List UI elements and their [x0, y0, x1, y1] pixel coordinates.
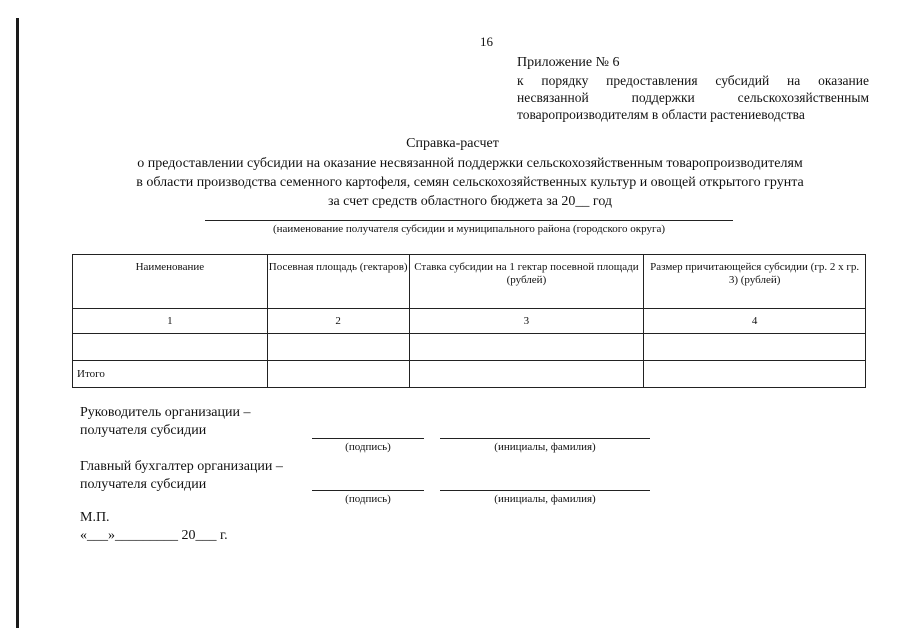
table-header-row	[73, 255, 866, 309]
table-cell	[267, 361, 409, 388]
table-cell	[73, 334, 268, 361]
recipient-name-line	[205, 220, 733, 221]
appendix-block	[517, 54, 869, 123]
accountant-signature-line	[312, 490, 424, 491]
column-number: 1	[73, 309, 268, 334]
table-cell	[409, 334, 644, 361]
table-column-numbers-row	[73, 309, 866, 334]
header-sown-area: Посевная площадь (гектаров)	[267, 255, 409, 309]
accountant-name-caption: (инициалы, фамилия)	[494, 493, 596, 505]
signature-label-line: Руководитель организации –	[80, 405, 251, 420]
subtitle-line: за счет средств областного бюджета за 20__ год	[327, 194, 613, 209]
subtitle-line: о предоставлении субсидии на оказание несвязанной поддержки сельскохозяйственным товаропроизводителям	[137, 156, 803, 171]
total-label: Итого	[73, 361, 268, 388]
table-cell	[644, 334, 866, 361]
table-cell	[644, 361, 866, 388]
column-number: 4	[644, 309, 866, 334]
header-name: Наименование	[73, 255, 268, 309]
header-rate: Ставка субсидии на 1 гектар посевной площади (рублей)	[409, 255, 644, 309]
page-number: 16	[480, 34, 493, 49]
accountant-name-line	[440, 490, 650, 491]
signature-label-line: получателя субсидии	[80, 423, 207, 438]
head-signature-line	[312, 438, 424, 439]
head-name-line	[440, 438, 650, 439]
date-line: «___»_________ 20___ г.	[80, 528, 228, 543]
document-subtitle	[100, 154, 840, 211]
table-row	[73, 334, 866, 361]
subtitle-line: в области производства семенного картофеля, семян сельскохозяйственных культур и овощей открытого грунта	[136, 175, 804, 190]
header-subsidy-amount: Размер причитающейся субсидии (гр. 2 х гр. 3) (рублей)	[644, 255, 866, 309]
left-margin-rule	[16, 18, 19, 628]
document-title: Справка-расчет	[406, 136, 499, 151]
appendix-body: к порядку предоставления субсидий на оказание несвязанной поддержки сельскохозяйственным товаропроизводителям в области растениеводства	[517, 73, 869, 122]
head-signature-label	[80, 404, 250, 440]
recipient-caption: (наименование получателя субсидии и муниципального района (городского округа)	[272, 223, 666, 235]
column-number: 2	[267, 309, 409, 334]
accountant-signature-label	[80, 458, 283, 494]
head-signature-caption: (подпись)	[345, 441, 391, 453]
accountant-signature-caption: (подпись)	[345, 493, 391, 505]
table-cell	[267, 334, 409, 361]
appendix-title: Приложение № 6	[517, 55, 620, 70]
table-total-row	[73, 361, 866, 388]
subsidy-calculation-table	[72, 254, 866, 388]
signature-label-line: Главный бухгалтер организации –	[80, 459, 283, 474]
signature-label-line: получателя субсидии	[80, 477, 207, 492]
head-name-caption: (инициалы, фамилия)	[494, 441, 596, 453]
column-number: 3	[409, 309, 644, 334]
table-cell	[409, 361, 644, 388]
stamp-place: М.П.	[80, 510, 110, 525]
